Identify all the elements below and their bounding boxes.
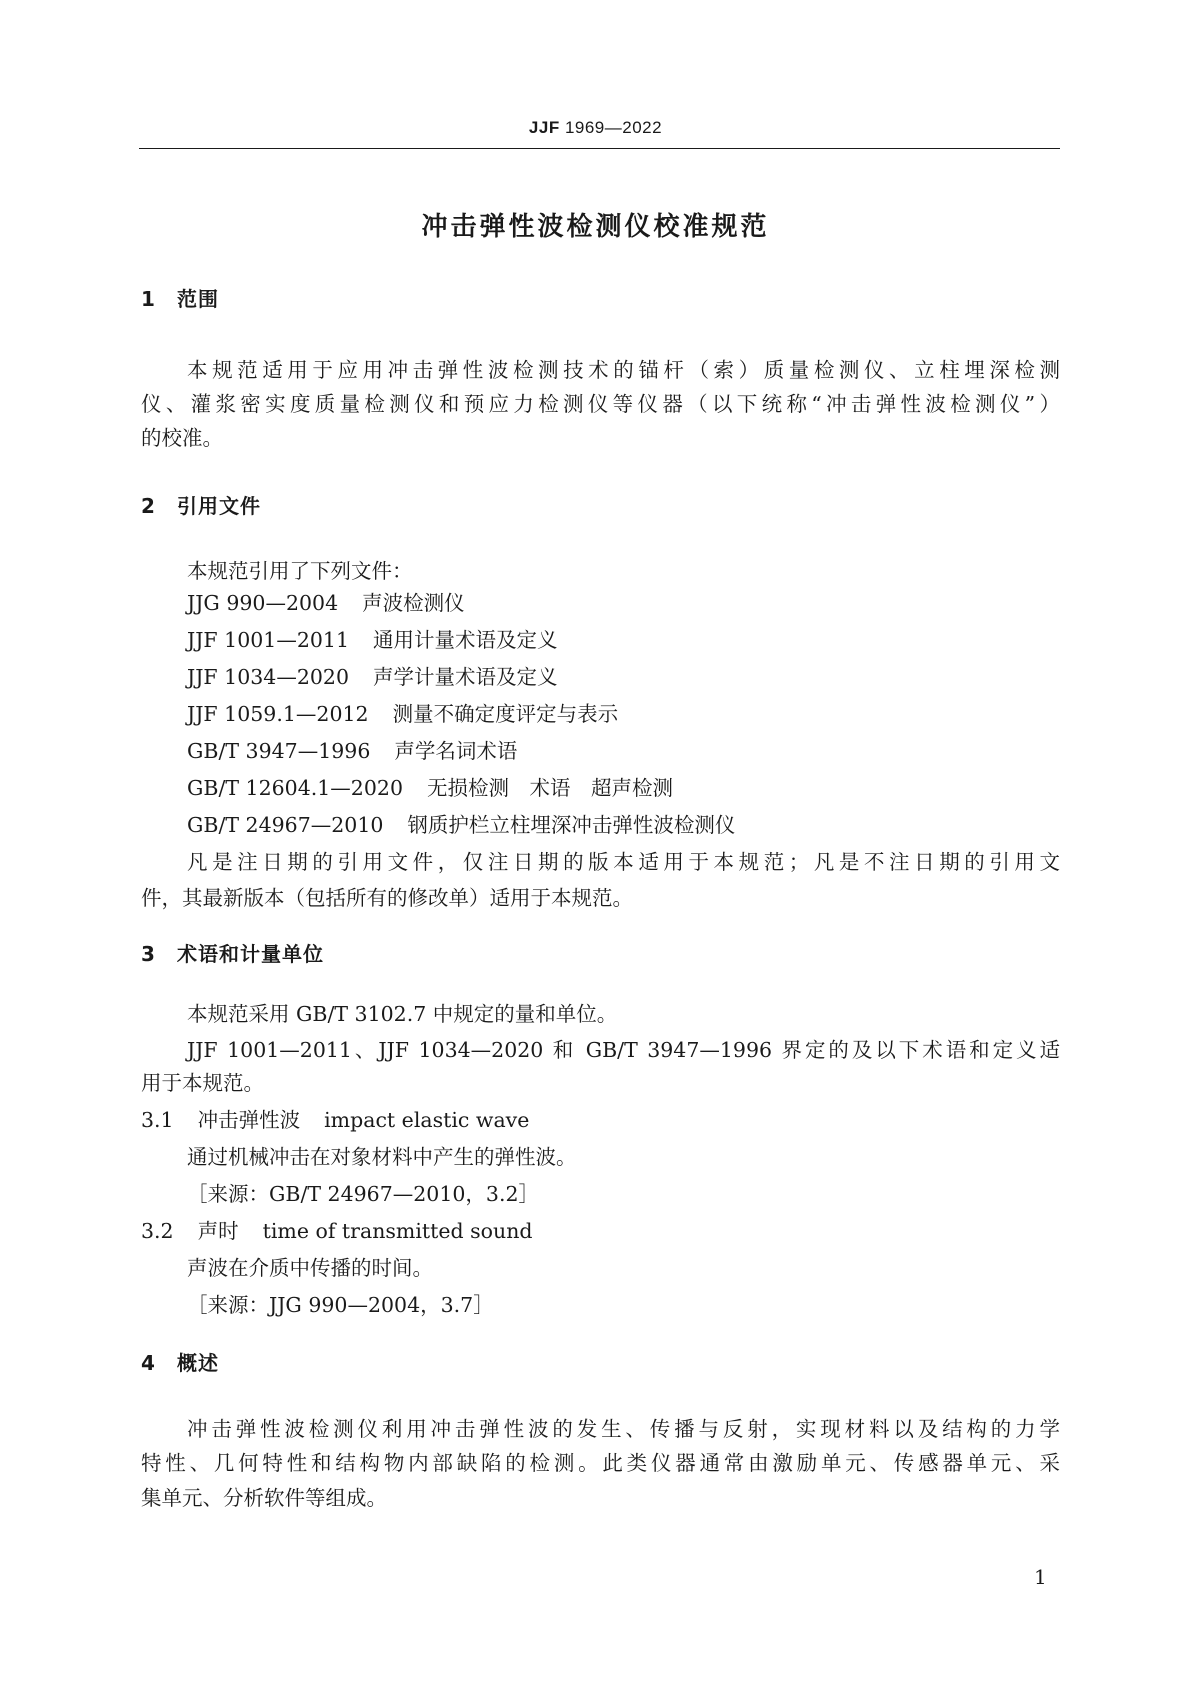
reference-code: GB/T 12604.1—2020 [187, 776, 403, 800]
paragraph-line: 的校准。 [141, 426, 223, 450]
reference-item [187, 734, 517, 764]
term-number: 3.2 [141, 1219, 174, 1243]
term-chinese: 声时 [197, 1219, 239, 1243]
reference-title: 无损检测 术语 超声检测 [426, 776, 673, 800]
section-title: 术语和计量单位 [177, 942, 324, 966]
code-prefix: JJF [528, 118, 560, 137]
reference-item [187, 660, 558, 690]
header-rule [139, 148, 1060, 149]
term-number: 3.1 [141, 1108, 174, 1132]
code-number: 1969—2022 [564, 118, 663, 137]
reference-title: 声波检测仪 [362, 591, 465, 615]
paragraph-line: 仪、灌浆密实度质量检测仪和预应力检测仪等仪器（以下统称“冲击弹性波检测仪”） [141, 392, 1060, 416]
paragraph-line: 集单元、分析软件等组成。 [141, 1486, 387, 1510]
section-4-heading [141, 1347, 219, 1376]
section-title: 范围 [177, 287, 219, 311]
section-1-heading [141, 283, 219, 312]
paragraph-line: 件，其最新版本（包括所有的修改单）适用于本规范。 [141, 886, 633, 910]
reference-title: 测量不确定度评定与表示 [392, 702, 619, 726]
paragraph-line: JJF 1001—2011、JJF 1034—2020 和 GB/T 3947—1996 界定的及以下术语和定义适 [187, 1038, 1060, 1062]
page-number: 1 [1034, 1565, 1047, 1589]
term-definition: 声波在介质中传播的时间。 [187, 1256, 433, 1280]
reference-code: GB/T 24967—2010 [187, 813, 384, 837]
references-intro: 本规范引用了下列文件： [187, 559, 413, 583]
paragraph-line: 冲击弹性波检测仪利用冲击弹性波的发生、传播与反射，实现材料以及结构的力学 [187, 1417, 1060, 1441]
reference-item [187, 808, 735, 838]
reference-code: JJF 1059.1—2012 [187, 702, 369, 726]
section-number: 3 [141, 942, 156, 966]
term-entry [141, 1214, 533, 1244]
reference-title: 通用计量术语及定义 [373, 628, 558, 652]
section-number: 4 [141, 1351, 156, 1375]
term-chinese: 冲击弹性波 [197, 1108, 301, 1132]
reference-item [187, 771, 673, 801]
reference-title: 声学名词术语 [394, 739, 518, 763]
section-number: 2 [141, 494, 156, 518]
section-title: 引用文件 [177, 494, 261, 518]
paragraph-line: 本规范适用于应用冲击弹性波检测技术的锚杆（索）质量检测仪、立柱埋深检测 [187, 358, 1060, 382]
section-2-heading [141, 490, 261, 519]
reference-item [187, 697, 618, 727]
term-entry [141, 1103, 529, 1133]
reference-item [187, 586, 465, 616]
paragraph-line: 特性、几何特性和结构物内部缺陷的检测。此类仪器通常由激励单元、传感器单元、采 [141, 1451, 1060, 1475]
paragraph-line: 凡是注日期的引用文件，仅注日期的版本适用于本规范；凡是不注日期的引用文 [187, 850, 1060, 874]
reference-item [187, 623, 558, 653]
term-definition: 通过机械冲击在对象材料中产生的弹性波。 [187, 1145, 577, 1169]
document-code-header [0, 118, 1191, 138]
term-source: ［来源：JJG 990—2004，3.7］ [187, 1293, 494, 1317]
paragraph-line: 本规范采用 GB/T 3102.7 中规定的量和单位。 [187, 1002, 618, 1026]
page-title: 冲击弹性波检测仪校准规范 [421, 212, 770, 242]
paragraph-line: 用于本规范。 [141, 1071, 264, 1095]
reference-title: 声学计量术语及定义 [373, 665, 558, 689]
section-number: 1 [141, 287, 156, 311]
term-english: time of transmitted sound [262, 1219, 533, 1243]
reference-code: JJG 990—2004 [187, 591, 339, 615]
reference-code: JJF 1001—2011 [187, 628, 350, 652]
section-3-heading [141, 938, 324, 967]
term-source: ［来源：GB/T 24967—2010，3.2］ [187, 1182, 540, 1206]
section-title: 概述 [177, 1351, 219, 1375]
reference-title: 钢质护栏立柱埋深冲击弹性波检测仪 [407, 813, 736, 837]
reference-code: JJF 1034—2020 [187, 665, 350, 689]
term-english: impact elastic wave [324, 1108, 530, 1132]
reference-code: GB/T 3947—1996 [187, 739, 371, 763]
